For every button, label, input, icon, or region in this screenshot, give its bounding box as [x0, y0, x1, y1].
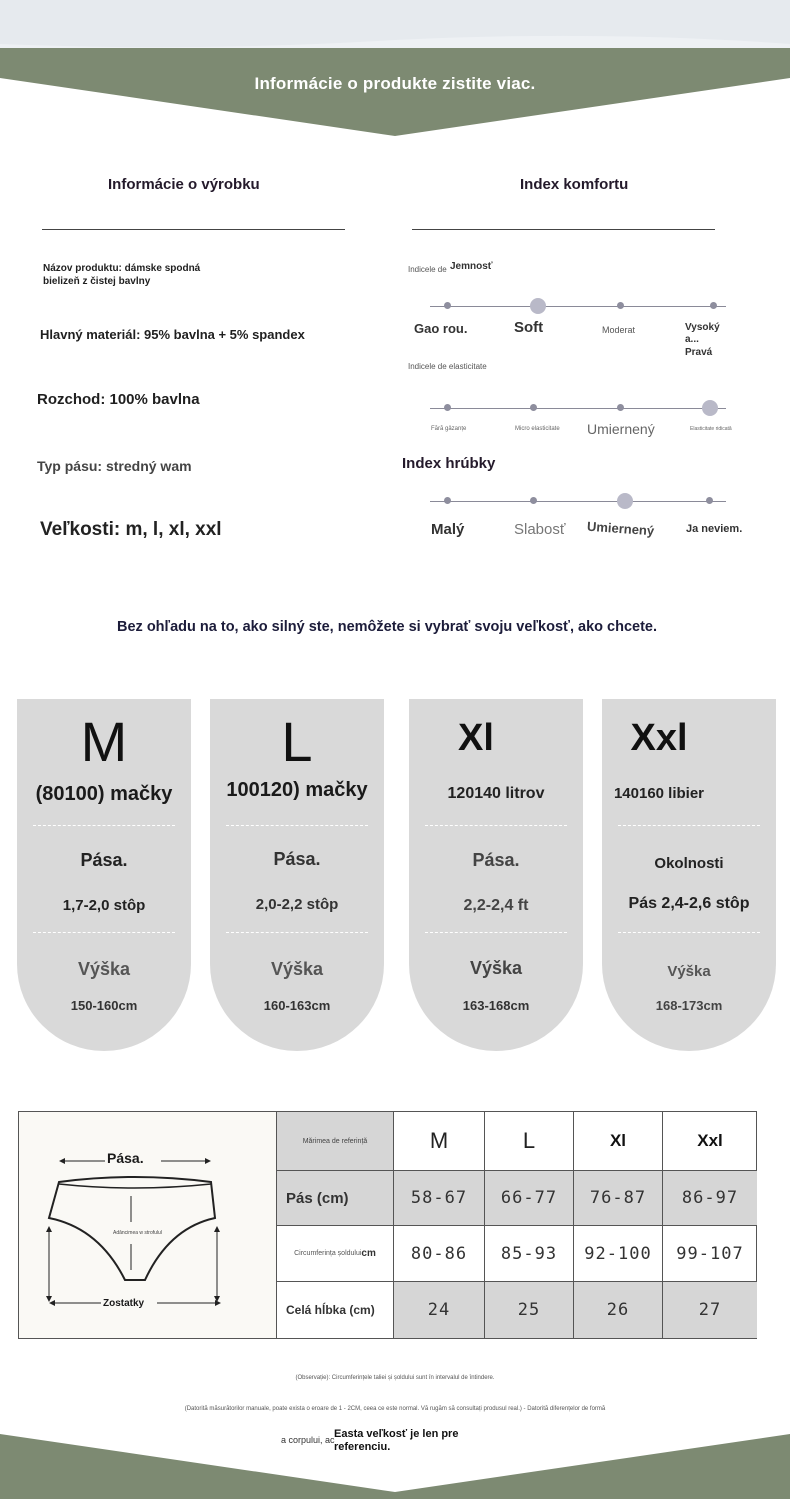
- table-col-header: [574, 1112, 663, 1171]
- elasticity-level-4: Elasticitate ridicată: [690, 426, 732, 432]
- table-corner-label: Mărimea de referință: [302, 1137, 368, 1145]
- table-col-xxl: Xxl: [697, 1131, 723, 1150]
- row-depth-label: Celá hĺbka (cm): [286, 1303, 375, 1317]
- elasticity-level-3: Umiernený: [587, 421, 655, 437]
- table-cell: [574, 1171, 663, 1226]
- table-cell: [663, 1171, 757, 1226]
- size-card-height-label: Výška: [667, 963, 711, 980]
- size-card-divider: [226, 825, 368, 826]
- row-hip-unit: cm: [361, 1248, 376, 1259]
- banner-title: Informácie o produkte zistite viac.: [254, 74, 536, 93]
- table-cell: [574, 1282, 663, 1338]
- softness-scale: [430, 306, 726, 307]
- size-card-divider: [33, 825, 175, 826]
- thickness-heading: Index hrúbky: [402, 455, 496, 472]
- table-col-xl: Xl: [609, 1131, 627, 1150]
- size-card-height-label: Výška: [270, 959, 324, 979]
- softness-level-3: Moderat: [602, 325, 636, 335]
- size-card-divider: [33, 932, 175, 933]
- size-card-divider: [425, 825, 567, 826]
- table-value: 85-93: [500, 1243, 558, 1264]
- product-crotch: Rozchod: 100% bavlna: [37, 391, 200, 408]
- table-value: 80-86: [410, 1243, 468, 1264]
- footnote-2: (Datorită măsurătorilor manuale, poate exista o eroare de 1 - 2CM, ceea ce este normal. Vă rugăm să consultați produsul real.) - Datorită diferențelor de formă: [184, 1406, 606, 1412]
- size-card-m: [17, 699, 191, 1051]
- table-cell: [574, 1226, 663, 1282]
- underwear-diagram: [19, 1112, 277, 1338]
- size-disclaimer: Bez ohľadu na to, ako silný ste, nemôžete si vybrať svoju veľkosť, ako chcete.: [117, 619, 657, 635]
- softness-point-1: [444, 302, 451, 309]
- size-card-waist: 2,0-2,2 stôp: [255, 896, 339, 913]
- softness-level-4: Vysoký a...: [685, 322, 720, 345]
- row-waist-label: Pás (cm): [286, 1189, 349, 1207]
- size-card-height: 160-163cm: [263, 998, 331, 1013]
- table-value: 26: [606, 1300, 630, 1320]
- elasticity-point-1: [444, 404, 451, 411]
- softness-point-4: [710, 302, 717, 309]
- table-col-header: [485, 1112, 574, 1171]
- size-card-weight: (80100) mačky: [35, 783, 173, 805]
- elasticity-level-2: Micro elasticitate: [515, 426, 560, 432]
- softness-level-2: Soft: [514, 319, 544, 336]
- table-col-header: [663, 1112, 757, 1171]
- thickness-point-1: [444, 497, 451, 504]
- thickness-point-4: [706, 497, 713, 504]
- table-value: 86-97: [681, 1188, 739, 1208]
- size-card-waist: 1,7-2,0 stôp: [62, 897, 146, 914]
- thickness-point-3-selected: [617, 493, 633, 509]
- size-card-divider: [425, 932, 567, 933]
- table-row-label: [277, 1282, 394, 1338]
- size-table: [18, 1111, 757, 1339]
- table-value: 92-100: [584, 1243, 652, 1264]
- size-card-letter: L: [281, 710, 313, 773]
- size-card-waist-label: Pása.: [80, 850, 128, 870]
- size-card-waist: Pás 2,4-2,6 stôp: [628, 895, 750, 912]
- product-name-line1: Názov produktu: dámske spodná: [43, 263, 201, 274]
- table-value: 27: [698, 1300, 722, 1320]
- elasticity-point-4-selected: [702, 400, 718, 416]
- size-card-xl: [409, 699, 583, 1051]
- thickness-point-2: [530, 497, 537, 504]
- table-cell: [485, 1171, 574, 1226]
- size-card-weight: 120140 litrov: [447, 785, 545, 802]
- size-card-divider: [618, 932, 760, 933]
- table-cell: [394, 1282, 485, 1338]
- table-row-label: [277, 1226, 394, 1282]
- size-card-letter: Xl: [458, 717, 494, 759]
- thickness-level-3: Umiernený: [586, 518, 655, 539]
- elasticity-point-2: [530, 404, 537, 411]
- product-material: Hlavný materiál: 95% bavlna + 5% spandex: [40, 327, 305, 342]
- table-value: 66-77: [500, 1188, 558, 1208]
- table-value: 76-87: [589, 1188, 647, 1208]
- footnote-3: Easta veľkosť je len pre referenciu.: [334, 1428, 459, 1453]
- softness-point-2-selected: [530, 298, 546, 314]
- thickness-scale: [430, 501, 726, 502]
- size-card-waist-label: Pása.: [472, 850, 520, 870]
- softness-label: Jemnosť: [450, 261, 493, 272]
- product-waist-type: Typ pásu: stredný wam: [37, 458, 192, 474]
- table-value: 24: [427, 1300, 451, 1320]
- row-hip-label: Circumferința șoldului: [294, 1250, 362, 1257]
- elasticity-scale: [430, 408, 726, 409]
- softness-level-1: Gao rou.: [414, 321, 468, 336]
- size-card-xxl: [602, 699, 776, 1051]
- size-card-height: 168-173cm: [655, 998, 723, 1013]
- table-cell: [394, 1226, 485, 1282]
- size-card-height-label: Výška: [77, 959, 131, 979]
- elasticity-label: Indicele de elasticitate: [408, 362, 487, 371]
- product-sizes: Veľkosti: m, l, xl, xxl: [40, 519, 222, 540]
- product-name-line2: bielizeň z čistej bavlny: [43, 276, 151, 287]
- softness-level-4b: Pravá: [685, 347, 713, 358]
- diagram-center-label: Adâncimea w strofulul: [113, 1230, 162, 1236]
- comfort-heading: Index komfortu: [520, 176, 629, 193]
- size-card-waist: 2,2-2,4 ft: [463, 897, 529, 914]
- thickness-level-4: Ja neviem.: [686, 523, 743, 535]
- product-info-heading: Informácie o výrobku: [108, 176, 260, 193]
- table-col-header: [394, 1112, 485, 1171]
- table-row-label: [277, 1171, 394, 1226]
- diagram-rest-label: Zostatky: [103, 1298, 145, 1309]
- footnote-3-small: a corpului, ac: [281, 1435, 335, 1445]
- size-card-height: 150-160cm: [70, 998, 138, 1013]
- table-cell: [663, 1226, 757, 1282]
- table-col-m: M: [429, 1128, 449, 1153]
- table-col-l: L: [522, 1128, 536, 1153]
- size-card-waist-label: Pása.: [273, 849, 321, 869]
- softness-point-3: [617, 302, 624, 309]
- table-cell: [485, 1282, 574, 1338]
- size-card-weight: 140160 libier: [613, 785, 705, 802]
- table-cell: [394, 1171, 485, 1226]
- banner-shape: [0, 0, 790, 136]
- elasticity-point-3: [617, 404, 624, 411]
- size-card-weight: 100120) mačky: [226, 779, 368, 801]
- thickness-level-2: Slabosť: [514, 521, 566, 538]
- size-card-divider: [618, 825, 760, 826]
- size-card-height: 163-168cm: [462, 998, 530, 1013]
- comfort-rule: [412, 229, 715, 230]
- size-card-waist-label: Okolnosti: [654, 855, 724, 872]
- footnote-1: (Observație): Circumferințele taliei și șoldului sunt în intervalul de întindere.: [295, 1375, 495, 1381]
- table-cell: [485, 1226, 574, 1282]
- diagram-waist-label: Pása.: [107, 1150, 144, 1166]
- thickness-level-1: Malý: [431, 521, 465, 538]
- table-value: 58-67: [410, 1188, 468, 1208]
- size-card-letter: M: [80, 710, 128, 773]
- table-value: 25: [517, 1300, 541, 1320]
- size-card-l: [210, 699, 384, 1051]
- underwear-outline: [19, 1112, 277, 1338]
- table-value: 99-107: [676, 1243, 744, 1264]
- size-card-divider: [226, 932, 368, 933]
- table-cell: [663, 1282, 757, 1338]
- size-card-height-label: Výška: [469, 958, 523, 978]
- product-info-rule: [42, 229, 345, 230]
- table-corner-cell: [277, 1112, 394, 1171]
- softness-label-small: Indicele de: [408, 265, 447, 274]
- top-banner: [0, 0, 790, 136]
- size-card-letter: Xxl: [630, 717, 688, 759]
- elasticity-level-1: Fără gâzanțe: [431, 426, 467, 432]
